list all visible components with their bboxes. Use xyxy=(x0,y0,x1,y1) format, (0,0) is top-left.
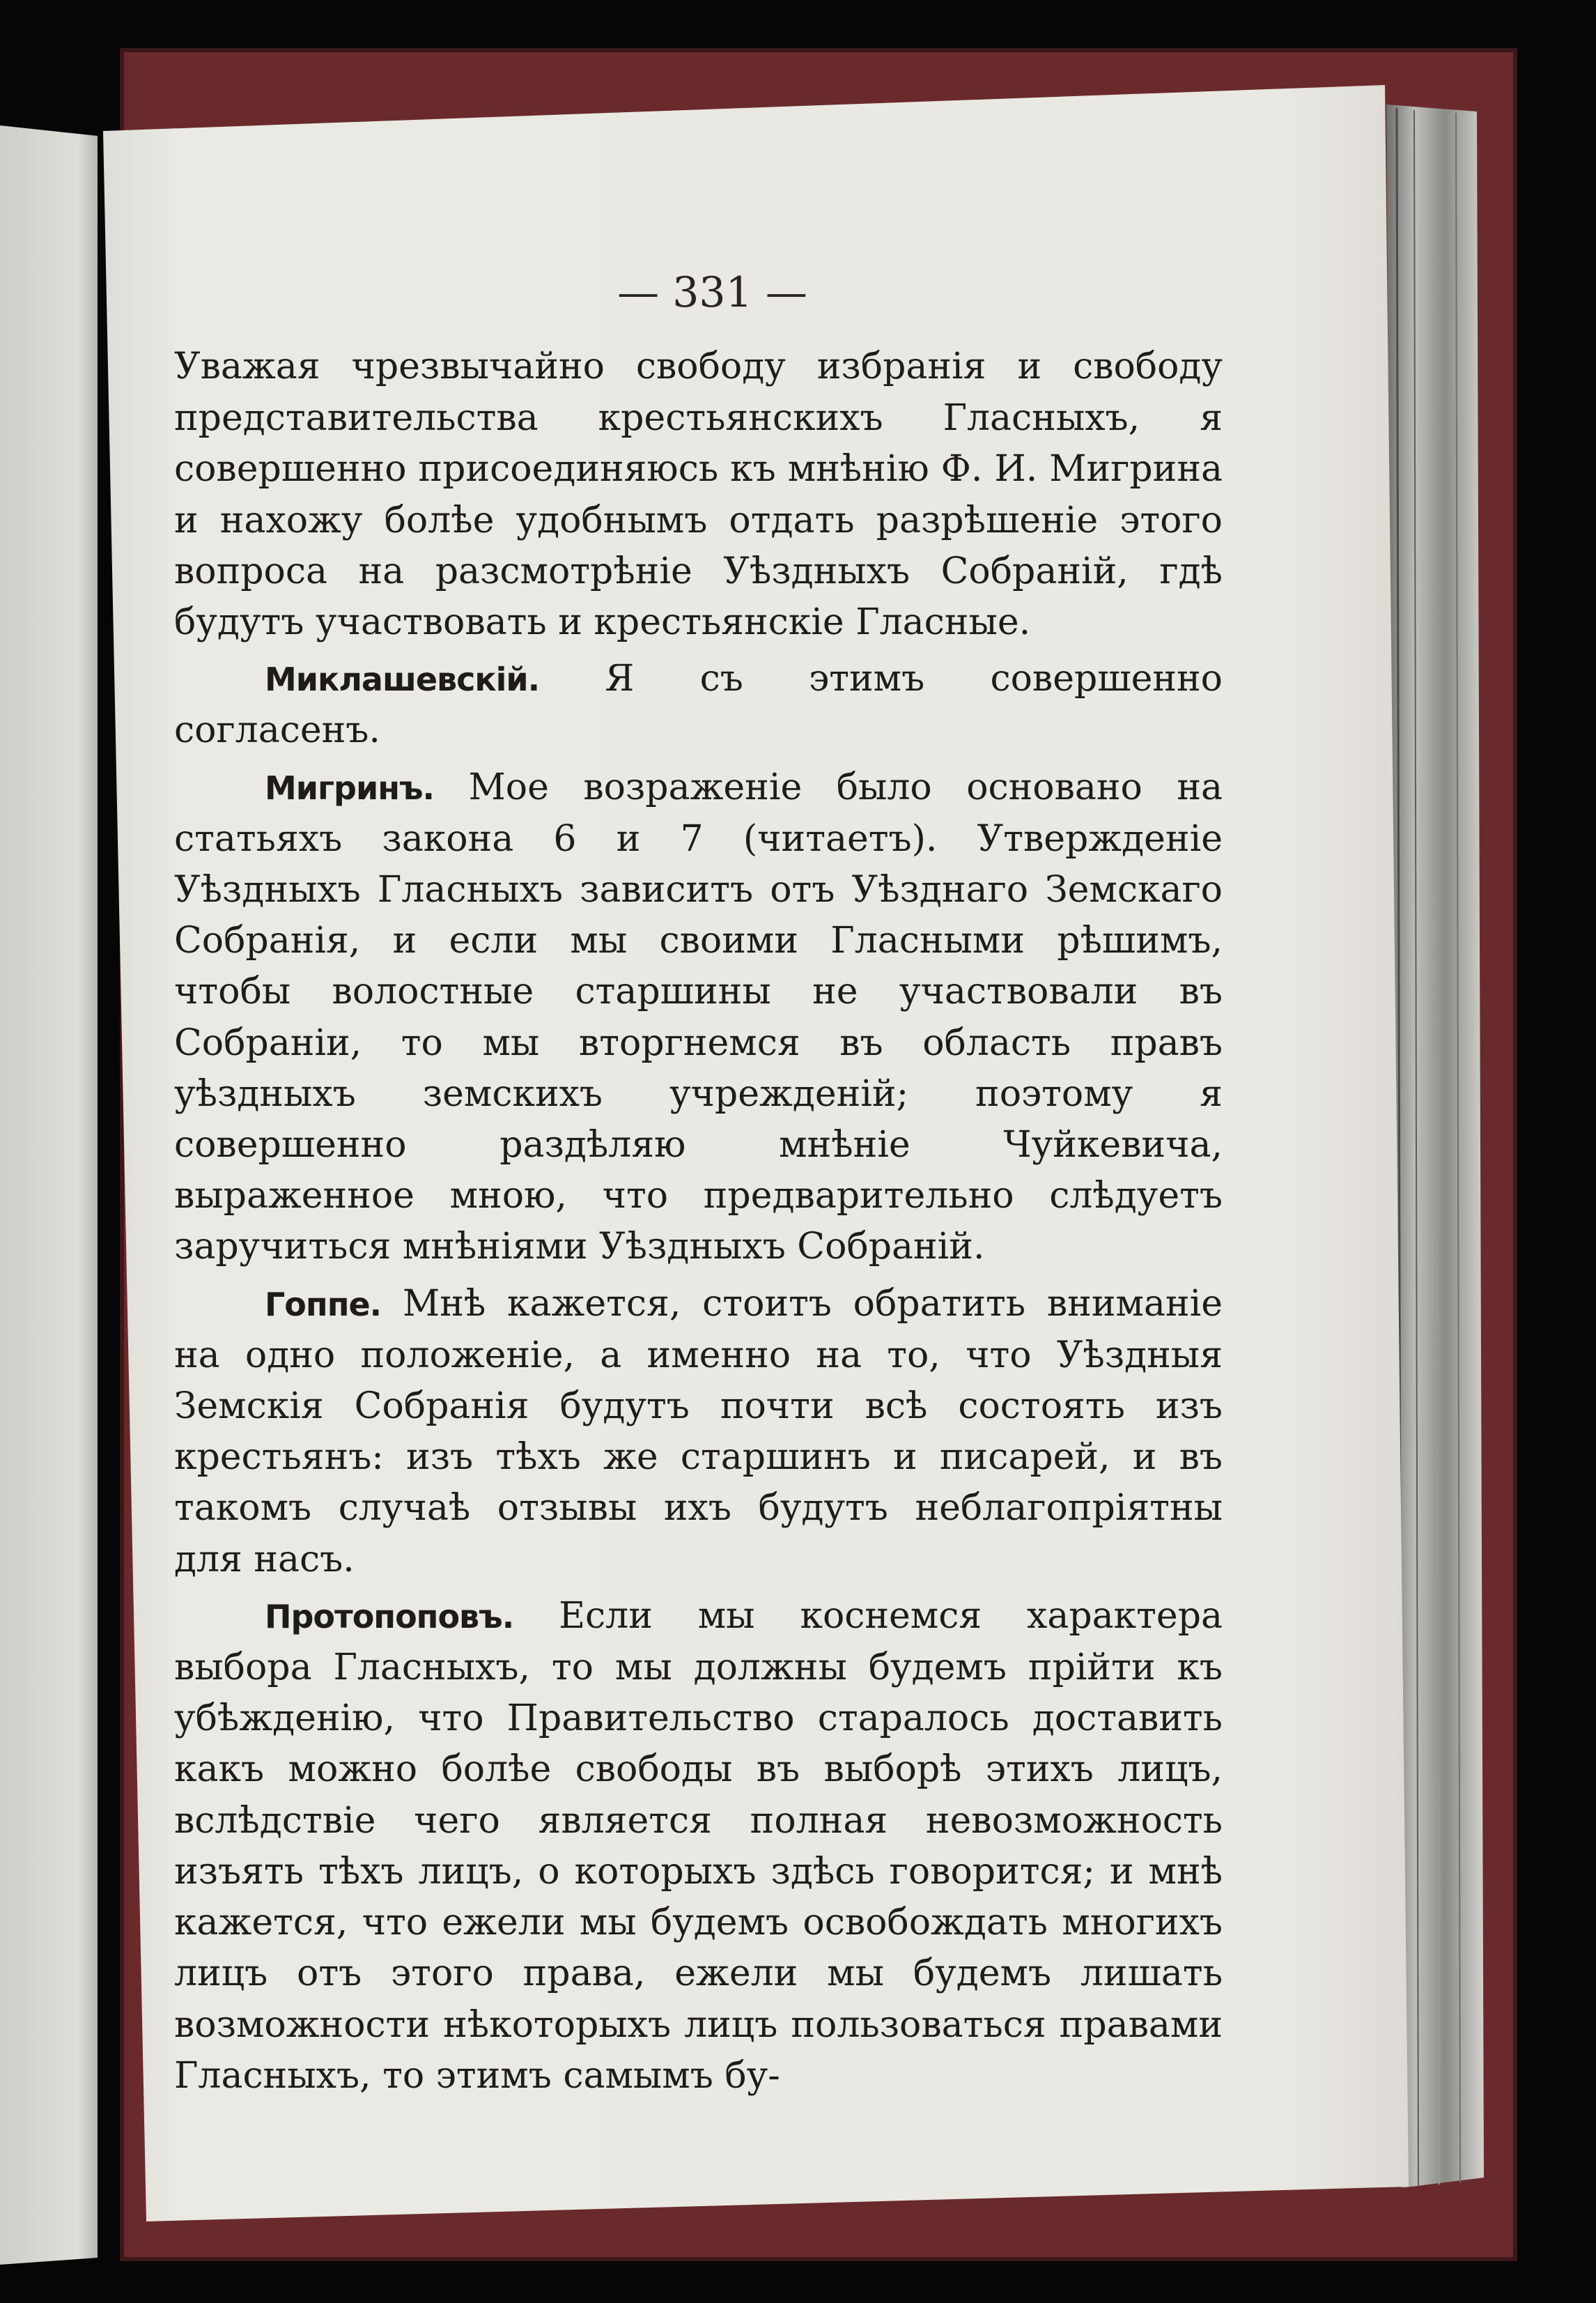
paragraph xyxy=(174,1279,1223,1585)
left-page-edge xyxy=(0,125,98,2265)
speaker-name: Мигринъ. xyxy=(265,769,435,807)
paragraph-text: Мое возраженіе было основано на статьяхъ закона 6 и 7 (читаетъ). Утвержденіе Уѣздныхъ Гласныхъ зависитъ отъ Уѣзднаго Земскаго Собранія, и если мы своими Гласными рѣшимъ, чтобы волостные старшины не участвовали въ Собраніи, то мы вторгнемся въ область правъ уѣздныхъ земскихъ учрежденій; поэтому я совершенно раздѣляю мнѣніе Чуйкевича, выраженное мною, что предварительно слѣдуетъ заручиться мнѣніями Уѣздныхъ Собраній. xyxy=(174,766,1223,1268)
paragraph xyxy=(174,762,1223,1273)
paragraph-text: Я съ этимъ совершенно согласенъ. xyxy=(174,658,1223,752)
paragraph xyxy=(174,1591,1223,2102)
page-number: — 331 — xyxy=(617,268,807,317)
speaker-name: Гоппе. xyxy=(265,1285,382,1323)
speaker-name: Протопоповъ. xyxy=(265,1597,514,1635)
paragraph-list xyxy=(174,341,1223,2102)
paragraph-text: Если мы коснемся характера выбора Гласныхъ, то мы должны будемъ прійти къ убѣжденію, что Правительство старалось доставить какъ можно болѣе свободы въ выборѣ этихъ лицъ, вслѣдствіе чего является полная невозможность изъять тѣхъ лицъ, о которыхъ здѣсь говорится; и мнѣ кажется, что ежели мы будемъ освобождать многихъ лицъ отъ этого права, ежели мы будемъ лишать возможности нѣкоторыхъ лицъ пользоваться правами Гласныхъ, то этимъ самымъ бу- xyxy=(174,1594,1223,2097)
paragraph-text: Уважая чрезвычайно свободу избранія и свободу представительства крестьянскихъ Гласныхъ, я совершенно присоединяюсь къ мнѣнію Ф. И. Мигрина и нахожу болѣе удобнымъ отдать разрѣшеніе этого вопроса на разсмотрѣніе Уѣздныхъ Собраній, гдѣ будутъ участвовать и крестьянскіе Гласные. xyxy=(174,346,1223,644)
paragraph xyxy=(174,341,1223,648)
page-text-block xyxy=(174,268,1223,2097)
paragraph xyxy=(174,654,1223,756)
paragraph-text: Мнѣ кажется, стоитъ обратить вниманіе на одно положеніе, а именно на то, что Уѣздныя Земскія Собранія будутъ почти всѣ состоять изъ крестьянъ: изъ тѣхъ же старшинъ и писарей, и въ такомъ случаѣ отзывы ихъ будутъ неблагопріятны для насъ. xyxy=(174,1282,1223,1580)
speaker-name: Миклашевскій. xyxy=(265,661,540,699)
